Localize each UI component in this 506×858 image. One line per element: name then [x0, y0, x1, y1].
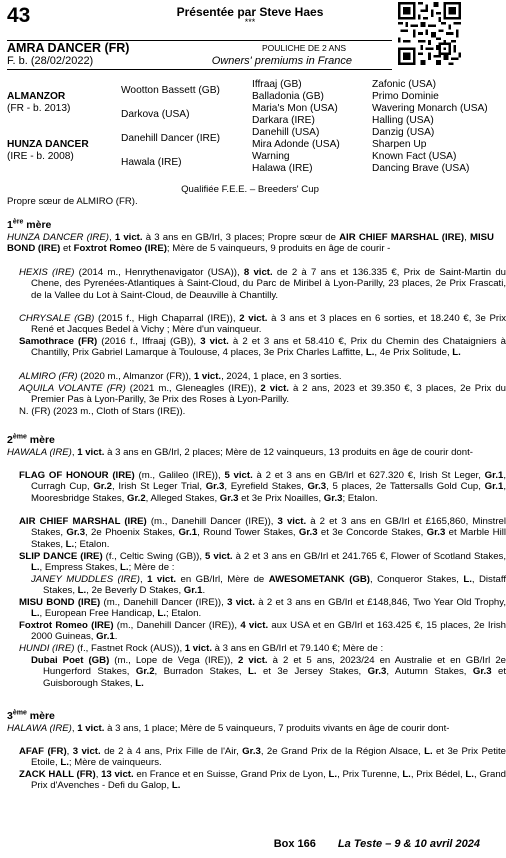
produce-flag-of-honour: FLAG OF HONOUR (IRE) (m., Galileo (IRE)), 5 vict. à 2 et 3 ans en GB/Irl et 627.320 €, Irish St Leger, Gr.1, Curragh Cup, Gr.2, Irish St Leger Trial, Gr.3, Eyrefield Stakes, Gr.3, 5 places, 2e Tattersalls Gold Cup, Gr.1, Mooresbridge Stakes, Gr.2, Alleged Stakes, Gr.3 et 3e Prix Noailles, Gr.3; Etalon. [19, 470, 506, 504]
consignor-line: Présentée par Steve Haes [176, 5, 324, 19]
pedigree-gen3: Danehill (USA) [252, 127, 320, 138]
qualification-note: Qualifiée F.E.E. – Breeders' Cup [181, 184, 319, 195]
section-heading-first-dam: 1ère mère [7, 218, 52, 231]
produce-hexis: HEXIS (IRE) (2014 m., Henrythenavigator (USA)), 8 vict. de 2 à 7 ans et 136.335 €, Prix de Saint-Martin du Chene, des Pyrenées-Atlantiques à Saint-Cloud, du Parc de Miribel à Lyon-Parilly, 23 places, 2e Prix Frascati, de la Vallee du Lot à Saint-Cloud, de Deauville à Chantilly. [19, 267, 506, 301]
sire-name: ALMANZOR [7, 91, 66, 102]
produce-janey-muddles: JANEY MUDDLES (IRE), 1 vict. en GB/Irl, Mère de AWESOMETANK (GB), Conqueror Stakes, L., Distaff Stakes, L., 2e Beverly D Stakes, Gr.1. [31, 574, 506, 597]
horse-name: AMRA DANCER (FR) [7, 41, 130, 55]
bottom-rule [7, 69, 392, 70]
produce-almiro: ALMIRO (FR) (2020 m., Almanzor (FR)), 1 vict., 2024, 1 place, en 3 sorties. [19, 371, 342, 382]
pedigree-gen4: Halling (USA) [372, 115, 434, 126]
owner-premiums: Owners' premiums in France [211, 55, 352, 67]
produce-hundi: HUNDI (IRE) (f., Fastnet Rock (AUS)), 1 vict. à 3 ans en GB/Irl et 79.140 €; Mère de : [19, 643, 384, 654]
pedigree-gen4: Danzig (USA) [372, 127, 435, 138]
pedigree-gen2: Hawala (IRE) [121, 157, 182, 168]
pedigree-gen3: Iffraaj (GB) [252, 79, 302, 90]
pedigree-gen4: Sharpen Up [372, 139, 427, 150]
pedigree-gen3: Balladonia (GB) [252, 91, 324, 102]
pedigree-gen4: Primo Dominie [372, 91, 439, 102]
produce-aquila-volante: AQUILA VOLANTE (FR) (2021 m., Gleneagles (IRE)), 2 vict. à 2 ans, 2023 et 39.350 €, 3 places, 2e Prix du Premier Pas à Lyon-Parilly, 3e Prix des Roses à Lyon-Parilly. [19, 383, 506, 406]
pedigree-gen2: Darkova (USA) [121, 109, 190, 120]
lot-number: 43 [7, 4, 31, 27]
produce-air-chief-marshal: AIR CHIEF MARSHAL (IRE) (m., Danehill Dancer (IRE)), 3 vict. à 2 et 3 ans en GB/Irl et £165,860, Minstrel Stakes, Gr.3, 2e Phoenix Stakes, Gr.1, Round Tower Stakes, Gr.3 et 3e Concorde Stakes, Gr.3 et Marble Hill Stakes, L.; Etalon. [19, 516, 506, 550]
first-dam-paragraph: HUNZA DANCER (IRE), 1 vict. à 3 ans en GB/Irl, 3 places; Propre sœur de AIR CHIEF MARSHAL (IRE), MISU BOND (IRE) et Foxtrot Romeo (IRE); Mère de 5 vainqueurs, 9 produits en âge de courir - [7, 232, 494, 255]
produce-samothrace: Samothrace (FR) (2016 f., Iffraaj (GB)), 3 vict. à 2 et 3 ans et 58.410 €, Prix du Chemin des Chataigniers à Chantilly, Prix Gabriel Lamarque à Toulouse, 4 places, 3e Prix Charles Laffitte, L., 4e Prix Solitude, L. [19, 336, 506, 359]
section-heading-third-dam: 3ème mère [7, 709, 55, 722]
dam-name: HUNZA DANCER [7, 139, 89, 150]
produce-misu-bond: MISU BOND (IRE) (m., Danehill Dancer (IRE)), 3 vict. à 2 et 3 ans en GB/Irl et £148,846, Two Year Old Trophy, L., European Free Handicap, L.; Etalon. [19, 597, 506, 620]
produce-zack-hall: ZACK HALL (FR), 13 vict. en France et en Suisse, Grand Prix de Lyon, L., Prix Turenne, L., Prix Bédel, L., Grand Prix d'Avenches - Defi du Galop, L. [19, 769, 506, 792]
stars-separator: *** [244, 17, 256, 27]
pedigree-gen2: Wootton Bassett (GB) [121, 85, 220, 96]
horse-birth: F. b. (28/02/2022) [7, 55, 94, 67]
sister-note: Propre sœur de ALMIRO (FR). [7, 196, 138, 207]
pedigree-gen4: Wavering Monarch (USA) [372, 103, 488, 114]
pedigree-gen3: Mira Adonde (USA) [252, 139, 340, 150]
pedigree-gen4: Zafonic (USA) [372, 79, 436, 90]
pedigree-gen4: Known Fact (USA) [372, 151, 457, 162]
produce-dubai-poet: Dubai Poet (GB) (m., Lope de Vega (IRE)), 2 vict. à 2 et 5 ans, 2023/24 en Australie et en GB/Irl 2e Hungerford Stakes, Gr.2, Burradon Stakes, L. et 3e Jersey Stakes, Gr.3, Autumn Stakes, Gr.3 et Guisborough Stakes, L. [31, 655, 506, 689]
produce-afaf: AFAF (FR), 3 vict. de 2 à 4 ans, Prix Fille de l'Air, Gr.3, 2e Grand Prix de la Région Alsace, L. et 3e Prix Petite Etoile, L.; Mère de vainqueurs. [19, 746, 506, 769]
produce-foxtrot-romeo: Foxtrot Romeo (IRE) (m., Danehill Dancer (IRE)), 4 vict. aux USA et en GB/Irl et 163.425 €, 15 places, 2e Irish 2000 Guineas, Gr.1. [19, 620, 506, 643]
pedigree-gen3: Maria's Mon (USA) [252, 103, 338, 114]
produce-chrysale: CHRYSALE (GB) (2015 f., High Chaparral (IRE)), 2 vict. à 3 ans et 3 places en 6 sorties, et 18.240 €, 3e Prix René et Jacques Bedel à Vichy ; Mère d'un vainqueur. [19, 313, 506, 336]
section-heading-second-dam: 2ème mère [7, 433, 55, 446]
dam-info: (IRE - b. 2008) [7, 151, 74, 162]
pedigree-gen3: Warning [252, 151, 290, 162]
produce-slip-dance: SLIP DANCE (IRE) (f., Celtic Swing (GB)), 5 vict. à 2 et 3 ans en GB/Irl et 241.765 €, Flower of Scotland Stakes, L., Empress Stakes, L.; Mère de : [19, 551, 506, 574]
pedigree-gen2: Danehill Dancer (IRE) [121, 133, 221, 144]
pedigree-gen4: Dancing Brave (USA) [372, 163, 470, 174]
second-dam-paragraph: HAWALA (IRE), 1 vict. à 3 ans en GB/Irl, 2 places; Mère de 12 vainqueurs, 13 produits en âge de courir dont- [7, 447, 473, 458]
produce-n-fr: N. (FR) (2023 m., Cloth of Stars (IRE)). [19, 406, 186, 417]
qr-code-icon[interactable] [398, 2, 461, 65]
pedigree-gen3: Halawa (IRE) [252, 163, 313, 174]
page-footer [0, 838, 480, 851]
event-name: La Teste – 9 & 10 avril 2024 [337, 838, 480, 850]
sire-info: (FR - b. 2013) [7, 103, 71, 114]
pedigree-gen3: Darkara (IRE) [252, 115, 315, 126]
box-number: Box 166 [273, 838, 316, 850]
third-dam-paragraph: HALAWA (IRE), 1 vict. à 3 ans, 1 place; Mère de 5 vainqueurs, 7 produits vivants en âge de courir dont- [7, 723, 450, 734]
horse-sex-age: POULICHE DE 2 ANS [262, 43, 347, 53]
